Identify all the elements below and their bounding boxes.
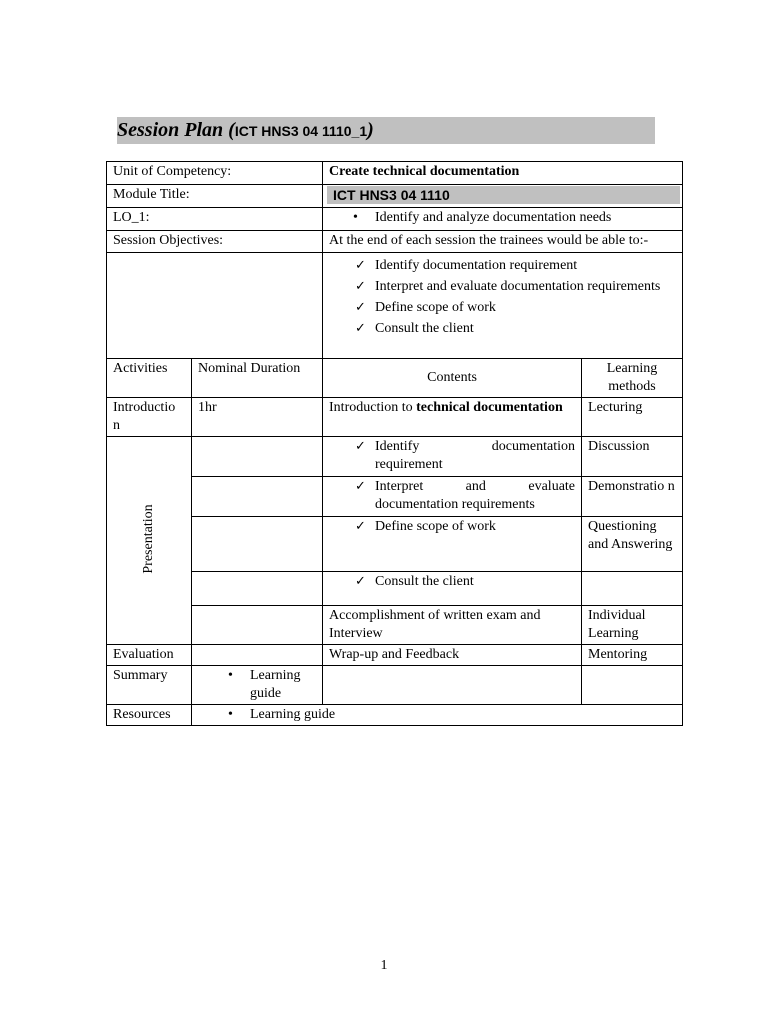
contents-header: Contents	[323, 359, 582, 398]
presentation-final-row	[107, 606, 683, 645]
introduction-duration: 1hr	[192, 398, 323, 437]
title-code: ICT HNS3 04 1110_1	[234, 123, 368, 139]
check-icon: ✓	[355, 519, 366, 534]
module-label: Module Title:	[107, 185, 323, 208]
introduction-activity: Introductio n	[107, 398, 192, 437]
presentation-duration	[192, 477, 323, 517]
summary-activity: Summary	[107, 666, 192, 705]
presentation-method: Questioning and Answering	[582, 517, 683, 572]
presentation-final-content: Accomplishment of written exam and Interview	[323, 606, 582, 645]
summary-row	[107, 666, 683, 705]
check-icon: ✓	[355, 439, 366, 454]
check-icon: ✓	[355, 321, 366, 336]
check-icon: ✓	[355, 479, 366, 494]
presentation-duration	[192, 517, 323, 572]
presentation-activity: Presentation	[141, 504, 156, 574]
unit-row	[107, 162, 683, 185]
methods-header: Learning methods	[582, 359, 683, 398]
presentation-row	[107, 572, 683, 606]
summary-item: Learning guide	[250, 668, 301, 701]
presentation-content: ✓ Interpret and evaluate documentation requirements	[323, 477, 582, 517]
presentation-duration	[192, 606, 323, 645]
header-row	[107, 359, 683, 398]
introduction-row	[107, 398, 683, 437]
presentation-row	[107, 517, 683, 572]
lo-label: LO_1:	[107, 208, 323, 231]
presentation-duration	[192, 572, 323, 606]
presentation-content: ✓ Define scope of work	[323, 517, 582, 572]
lo-cell	[323, 208, 683, 231]
objective-item: ✓ Consult the client	[355, 321, 474, 336]
presentation-row	[107, 437, 683, 477]
activities-header: Activities	[107, 359, 192, 398]
check-icon: ✓	[355, 300, 366, 315]
evaluation-activity: Evaluation	[107, 645, 192, 666]
presentation-activity-cell	[107, 437, 192, 645]
objectives-intro: At the end of each session the trainees would be able to:-	[323, 231, 683, 253]
module-row	[107, 185, 683, 208]
summary-blank-method	[582, 666, 683, 705]
objective-item: ✓ Interpret and evaluate documentation requirements	[355, 279, 661, 294]
check-icon: ✓	[355, 279, 366, 294]
session-plan-title	[117, 117, 655, 144]
duration-header: Nominal Duration	[192, 359, 323, 398]
resources-row	[107, 705, 683, 726]
objectives-list-row	[107, 253, 683, 359]
title-close: )	[367, 119, 374, 141]
session-plan-table	[106, 161, 683, 726]
presentation-duration	[192, 437, 323, 477]
lo-value: Identify and analyze documentation needs	[375, 210, 612, 225]
lo-row	[107, 208, 683, 231]
check-icon: ✓	[355, 258, 366, 273]
evaluation-content: Wrap-up and Feedback	[323, 645, 582, 666]
introduction-method: Lecturing	[582, 398, 683, 437]
presentation-row	[107, 477, 683, 517]
objective-item: ✓ Identify documentation requirement	[355, 258, 578, 273]
page-number: 1	[380, 958, 388, 973]
objective-item: ✓ Define scope of work	[355, 300, 496, 315]
presentation-content: ✓ Consult the client	[323, 572, 582, 606]
objectives-list	[323, 253, 683, 359]
presentation-final-method: Individual Learning	[582, 606, 683, 645]
evaluation-duration	[192, 645, 323, 666]
bullet-icon: •	[228, 707, 233, 722]
resources-activity: Resources	[107, 705, 192, 726]
evaluation-row	[107, 645, 683, 666]
bullet-icon: •	[353, 210, 358, 225]
introduction-content: Introduction to technical documentation	[323, 398, 582, 437]
objectives-blank-cell	[107, 253, 323, 359]
evaluation-method: Mentoring	[582, 645, 683, 666]
module-value: ICT HNS3 04 1110	[327, 186, 680, 204]
objectives-row	[107, 231, 683, 253]
presentation-method: Demonstratio n	[582, 477, 683, 517]
check-icon: ✓	[355, 574, 366, 589]
summary-blank-content	[323, 666, 582, 705]
presentation-method: Discussion	[582, 437, 683, 477]
module-cell	[323, 185, 683, 208]
unit-label: Unit of Competency:	[107, 162, 323, 185]
presentation-content: ✓ Identify documentation requirement	[323, 437, 582, 477]
resources-cell	[192, 705, 683, 726]
bullet-icon: •	[228, 668, 233, 683]
unit-value: Create technical documentation	[323, 162, 683, 185]
presentation-method	[582, 572, 683, 606]
title-text: Session Plan (	[117, 119, 235, 141]
resources-item: Learning guide	[250, 707, 336, 722]
summary-cell	[192, 666, 323, 705]
objectives-label: Session Objectives:	[107, 231, 323, 253]
